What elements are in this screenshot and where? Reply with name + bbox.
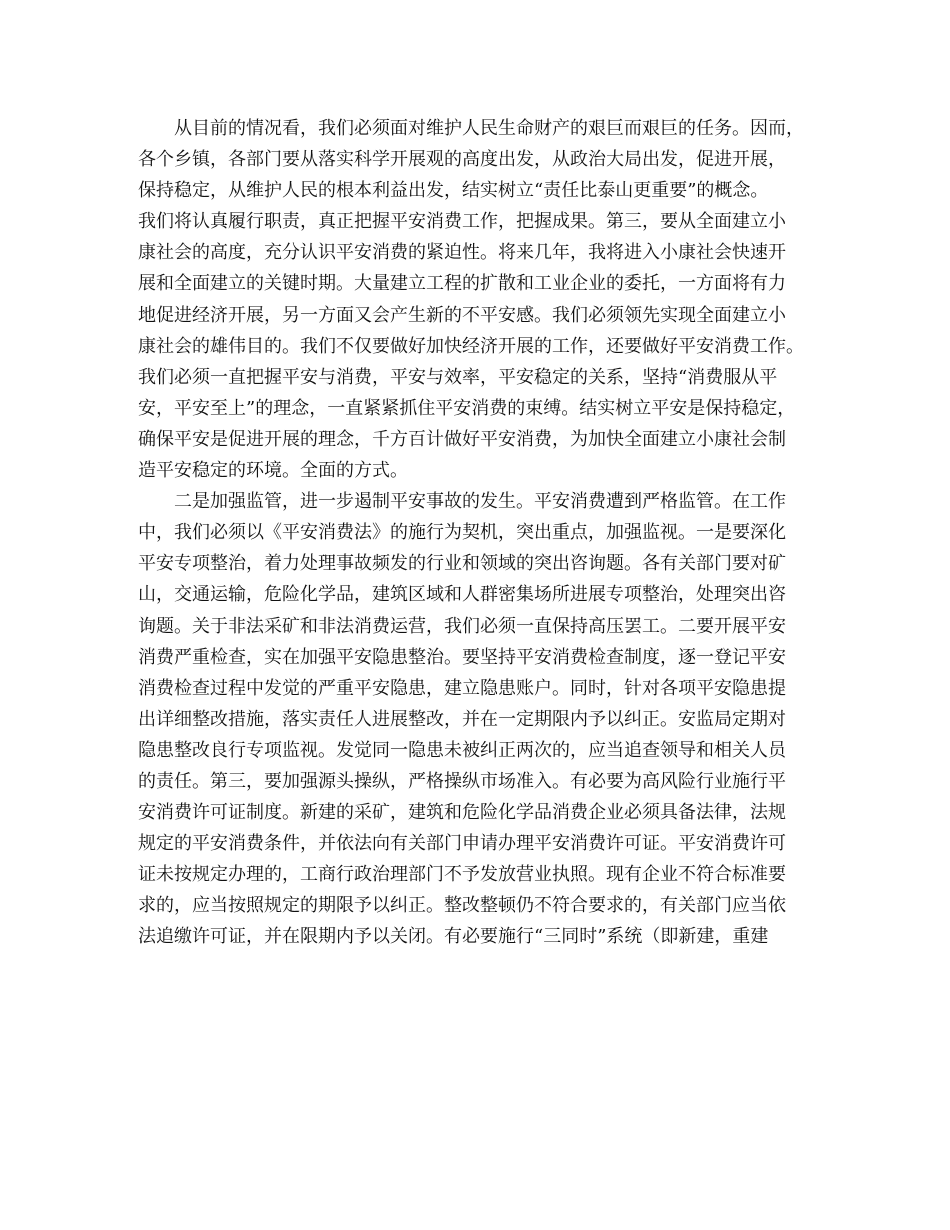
text-line: 隐患整改良行专项监视。发觉同一隐患未被纠正两次的，应当追查领导和相关人员: [138, 739, 786, 761]
text-line: 二是加强监管，进一步遏制平安事故的发生。平安消费遭到严格监管。在工作: [174, 491, 786, 513]
paragraph-1: [138, 113, 828, 486]
text-line: 造平安稳定的环境。全面的方式。: [138, 460, 408, 482]
text-line: 康社会的雄伟目的。我们不仅要做好加快经济开展的工作，还要做好平安消费工作。: [138, 335, 804, 357]
text-line: 规定的平安消费条件，并依法向有关部门申请办理平安消费许可证。平安消费许可: [138, 833, 786, 855]
text-line: 展和全面建立的关键时期。大量建立工程的扩散和工业企业的委托，一方面将有力: [138, 273, 786, 295]
text-line: 确保平安是促进开展的理念，千方百计做好平安消费，为加快全面建立小康社会制: [138, 428, 786, 450]
text-line: 从目前的情况看，我们必须面对维护人民生命财产的艰巨而艰巨的任务。因而，: [174, 118, 804, 139]
text-line: 的责任。第三，要加强源头操纵，严格操纵市场准入。有必要为高风险行业施行平: [138, 770, 786, 792]
text-line: 安消费许可证制度。新建的采矿，建筑和危险化学品消费企业必须具备法律，法规: [138, 802, 786, 824]
text-line: 平安专项整治，着力处理事故频发的行业和领域的突出咨询题。各有关部门要对矿: [138, 553, 786, 575]
text-line: 出详细整改措施，落实责任人进展整改，并在一定期限内予以纠正。安监局定期对: [138, 708, 786, 730]
text-line: 法追缴许可证，并在限期内予以关闭。有必要施行“三同时”系统（即新建，重建: [138, 926, 769, 948]
text-line: 询题。关于非法采矿和非法消费运营，我们必须一直保持高压罢工。二要开展平安: [138, 615, 786, 637]
text-line: 中，我们必须以《平安消费法》的施行为契机，突出重点，加强监视。一是要深化: [138, 522, 786, 544]
text-line: 证未按规定办理的，工商行政治理部门不予发放营业执照。现有企业不符合标准要: [138, 864, 786, 886]
text-line: 康社会的高度，充分认识平安消费的紧迫性。将来几年，我将进入小康社会快速开: [138, 242, 786, 264]
text-line: 安，平安至上”的理念，一直紧紧抓住平安消费的束缚。结实树立平安是保持稳定，: [138, 397, 796, 419]
text-line: 地促进经济开展，另一方面又会产生新的不平安感。我们必须领先实现全面建立小: [138, 304, 786, 326]
text-line: 保持稳定，从维护人民的根本利益出发，结实树立“责任比泰山更重要”的概念。: [138, 180, 769, 202]
paragraph-2: [138, 486, 828, 952]
text-line: 山，交通运输，危险化学品，建筑区域和人群密集场所进展专项整治，处理突出咨: [138, 584, 786, 606]
text-line: 我们将认真履行职责，真正把握平安消费工作，把握成果。第三，要从全面建立小: [138, 211, 786, 233]
document-body: [138, 113, 828, 953]
text-line: 消费检查过程中发觉的严重平安隐患，建立隐患账户。同时，针对各项平安隐患提: [138, 677, 786, 699]
text-line: 我们必须一直把握平安与消费，平安与效率，平安稳定的关系，坚持“消费服从平: [138, 366, 778, 388]
text-line: 各个乡镇，各部门要从落实科学开展观的高度出发，从政治大局出发，促进开展，: [138, 149, 786, 171]
text-line: 求的，应当按照规定的期限予以纠正。整改整顿仍不符合要求的，有关部门应当依: [138, 895, 786, 917]
text-line: 消费严重检查，实在加强平安隐患整治。要坚持平安消费检查制度，逐一登记平安: [138, 646, 786, 668]
